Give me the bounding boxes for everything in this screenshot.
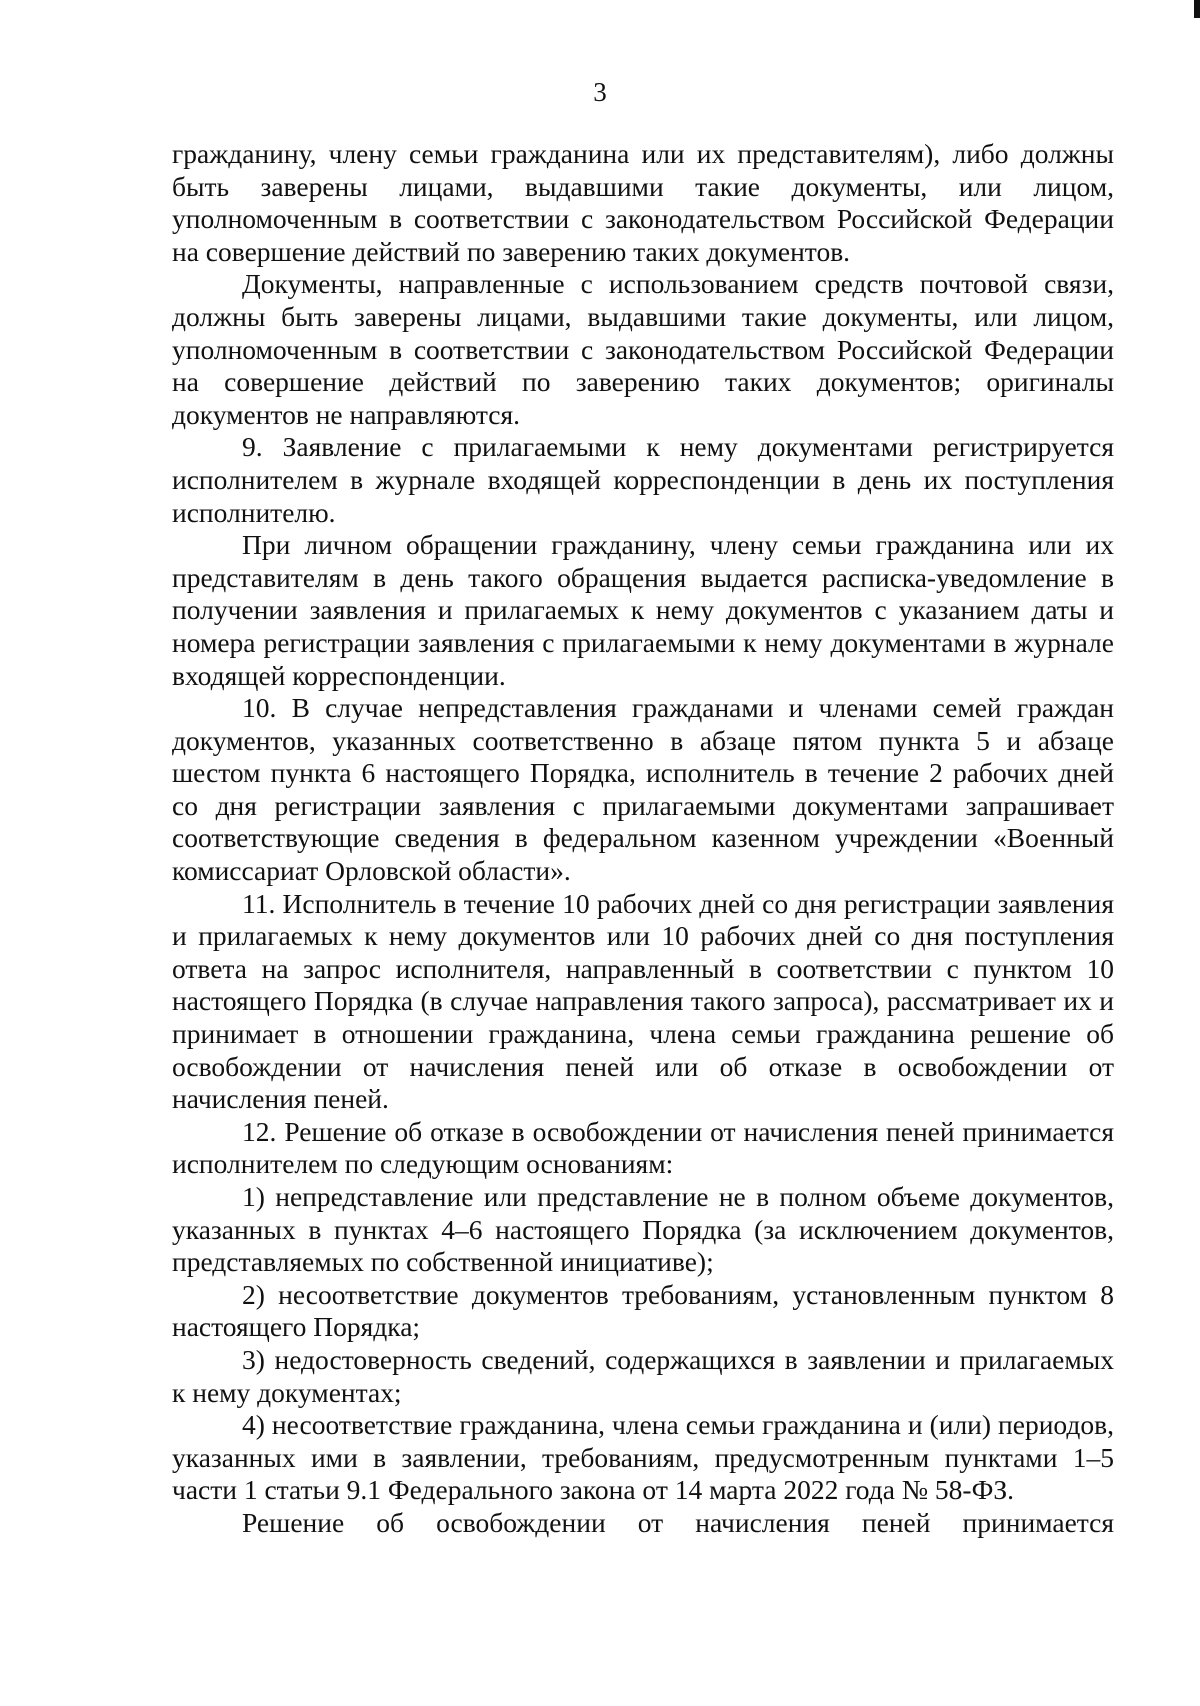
paragraph-postal-documents: Документы, направленные с использованием средств почтовой связи, должны быть заверены лицами, выдавшими такие документы, или лицом, уполномоченным в соответствии с законодательством Российской Федерации на совершение действий по заверению таких документов; оригиналы документов не направляются. bbox=[172, 268, 1114, 430]
paragraph-item-10: 10. В случае непредставления гражданами и членами семей граждан документов, указанных соответственно в абзаце пятом пункта 5 и абзаце шестом пункта 6 настоящего Порядка, исполнитель в течение 2 рабочих дней со дня регистрации заявления с прилагаемыми документами запрашивает соответствующие сведения в федеральном казенном учреждении «Военный комиссариат Орловской области». bbox=[172, 692, 1114, 887]
paragraph-item-11: 11. Исполнитель в течение 10 рабочих дней со дня регистрации заявления и прилагаемых к нему документов или 10 рабочих дней со дня поступления ответа на запрос исполнителя, направленный в соответствии с пунктом 10 настоящего Порядка (в случае направления такого запроса), рассматривает их и принимает в отношении гражданина, члена семьи гражданина решение об освобождении от начисления пеней или об отказе в освобождении от начисления пеней. bbox=[172, 887, 1114, 1115]
document-body bbox=[172, 138, 1114, 1540]
page-number: 3 bbox=[593, 77, 607, 107]
paragraph-item-9: 9. Заявление с прилагаемыми к нему документами регистрируется исполнителем в журнале входящей корреспонденции в день их поступления исполнителю. bbox=[172, 431, 1114, 528]
paragraph-personal-visit: При личном обращении гражданину, члену семьи гражданина или их представителям в день такого обращения выдается расписка-уведомление в получении заявления и прилагаемых к нему документов с указанием даты и номера регистрации заявления с прилагаемыми к нему документами в журнале входящей корреспонденции. bbox=[172, 529, 1114, 691]
paragraph-ground-4: 4) несоответствие гражданина, члена семьи гражданина и (или) периодов, указанных ими в заявлении, требованиям, предусмотренным пунктами 1–5 части 1 статьи 9.1 Федерального закона от 14 марта 2022 года № 58-ФЗ. bbox=[172, 1409, 1114, 1506]
paragraph-ground-1: 1) непредставление или представление не в полном объеме документов, указанных в пунктах 4–6 настоящего Порядка (за исключением документов, представляемых по собственной инициативе); bbox=[172, 1181, 1114, 1278]
paragraph-ground-2: 2) несоответствие документов требованиям, установленным пунктом 8 настоящего Порядка; bbox=[172, 1278, 1114, 1343]
paragraph-decision-start: Решение об освобождении от начисления пеней принимается bbox=[242, 1506, 1114, 1538]
paragraph-continuation: гражданину, члену семьи гражданина или их представителям), либо должны быть заверены лицами, выдавшими такие документы, или лицом, уполномоченным в соответствии с законодательством Российской Федерации на совершение действий по заверению таких документов. bbox=[172, 138, 1114, 267]
paragraph-ground-3: 3) недостоверность сведений, содержащихся в заявлении и прилагаемых к нему документах; bbox=[172, 1343, 1114, 1408]
paragraph-item-12: 12. Решение об отказе в освобождении от начисления пеней принимается исполнителем по следующим основаниям: bbox=[172, 1115, 1114, 1180]
scan-edge-mark bbox=[1194, 0, 1200, 18]
